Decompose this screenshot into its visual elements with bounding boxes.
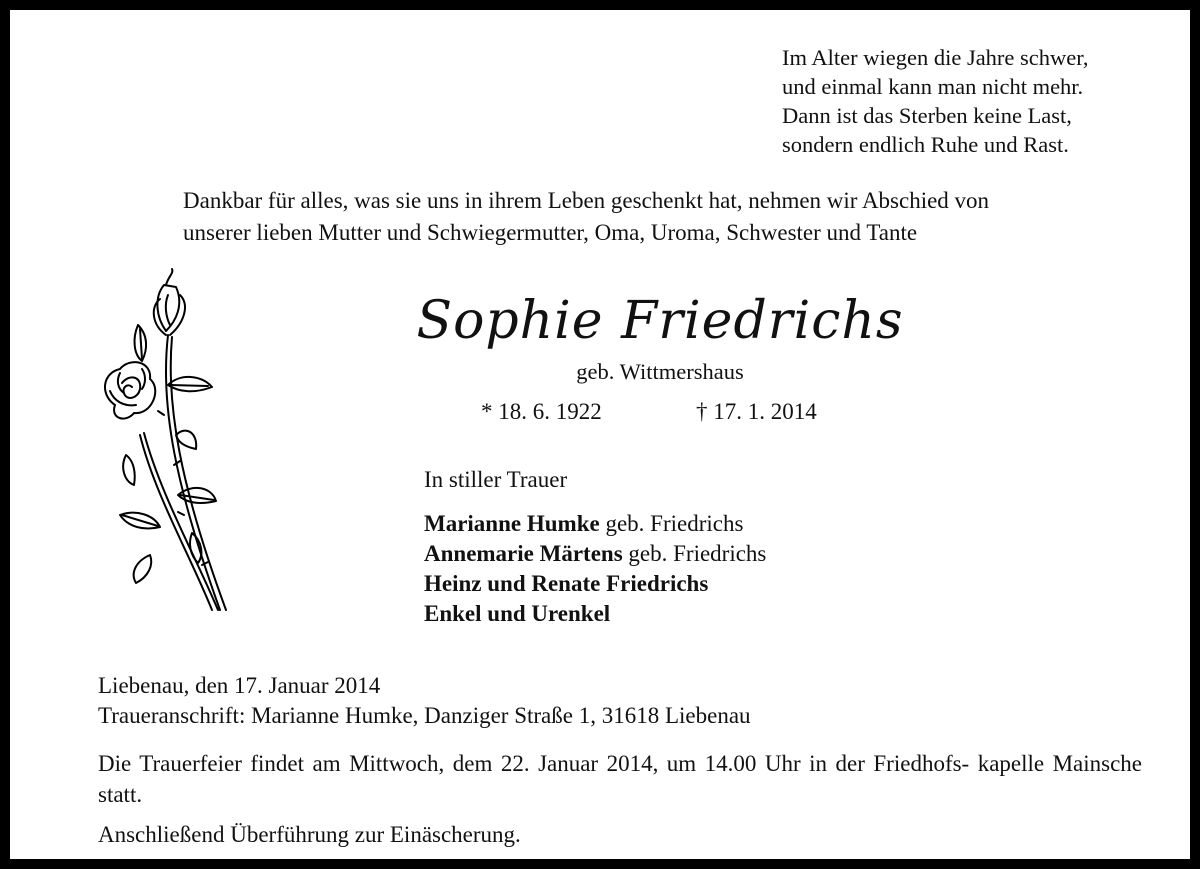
intro-line: Dankbar für alles, was sie uns in ihrem Leben geschenkt hat, nehmen wir Abschied von <box>183 188 990 213</box>
footer-place <box>98 671 751 731</box>
intro-line: unserer lieben Mutter und Schwiegermutter, Oma, Uroma, Schwester und Tante <box>183 220 918 245</box>
mourner-name: Annemarie Märtens <box>424 541 623 566</box>
mourner-entry <box>424 599 766 629</box>
mourner-name: Enkel und Urenkel <box>424 601 611 626</box>
mourner-entry <box>424 509 766 539</box>
mourner-entry <box>424 539 766 569</box>
poem-line: Im Alter wiegen die Jahre schwer, <box>782 45 1089 70</box>
mourner-name: Heinz und Renate Friedrichs <box>424 571 709 596</box>
ceremony-info: Die Trauerfeier findet am Mittwoch, dem 22. Januar 2014, um 14.00 Uhr in der Friedhofs- kapelle Mainsche statt. <box>98 751 1142 807</box>
mourner-entry <box>424 569 766 599</box>
place-date: Liebenau, den 17. Januar 2014 <box>98 673 381 698</box>
mourner-suffix: geb. Friedrichs <box>605 511 744 536</box>
poem-line: und einmal kann man nicht mehr. <box>782 74 1084 99</box>
deceased-name: Sophie Friedrichs <box>416 291 904 351</box>
mourner-name: Marianne Humke <box>424 511 600 536</box>
death-date: † 17. 1. 2014 <box>696 399 817 424</box>
mourning-heading: In stiller Trauer <box>424 467 568 492</box>
poem-line: sondern endlich Ruhe und Rast. <box>782 132 1069 157</box>
mourners-list <box>424 509 766 629</box>
mourner-suffix: geb. Friedrichs <box>628 541 767 566</box>
transfer-info: Anschließend Überführung zur Einäscherung. <box>98 822 521 847</box>
birth-date: * 18. 6. 1922 <box>481 399 602 424</box>
mourning-address: Traueranschrift: Marianne Humke, Danziger Straße 1, 31618 Liebenau <box>98 703 751 728</box>
rose-drawing-icon <box>80 265 240 630</box>
maiden-name: geb. Wittmershaus <box>576 359 744 384</box>
poem-line: Dann ist das Sterben keine Last, <box>782 103 1072 128</box>
intro-text <box>183 185 989 249</box>
poem <box>782 43 1089 159</box>
